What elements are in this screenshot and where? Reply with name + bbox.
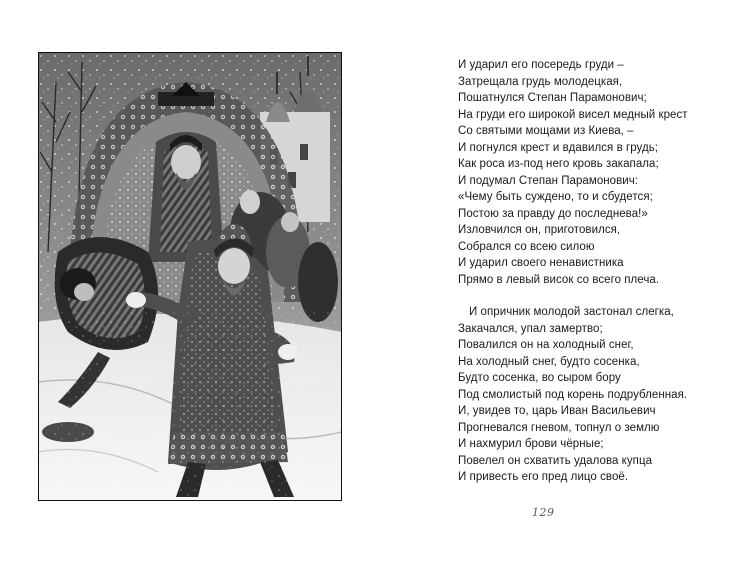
poem-line: Как роса из-под него кровь закапала;	[458, 158, 659, 170]
poem-line: Собрался со всею силою	[458, 240, 595, 253]
poem-line: И погнулся крест и вдавился в грудь;	[458, 141, 658, 154]
poem-line: Будто сосенка, во сыром бору	[458, 372, 621, 384]
poem-line: Затрещала грудь молодецкая,	[458, 75, 623, 88]
poem-line: Закачался, упал замертво;	[458, 322, 603, 335]
poem-line: Пошатнулся Степан Парамонович;	[458, 92, 647, 104]
poem-line: Под смолистый под корень подрубленная.	[458, 388, 688, 401]
illustration-svg	[38, 52, 342, 501]
poem-line: И нахмурил брови чёрные;	[458, 438, 604, 450]
poem-line: И опричник молодой застонал слегка,	[469, 306, 674, 318]
poem-line: Повалился он на холодный снег,	[458, 339, 634, 351]
poem-line: И ударил своего ненавистника	[458, 257, 624, 269]
poem-line: Прямо в левый висок со всего плеча.	[458, 273, 660, 286]
poem-line: Постою за правду до последнева!»	[458, 207, 648, 220]
poem-line: На груди его широкой висел медный крест	[458, 108, 688, 121]
page-number: 129	[532, 506, 555, 519]
poem-line: Повелел он схватить удалова купца	[458, 454, 653, 467]
poem-line: «Чему быть суждено, то и сбудется;	[458, 191, 653, 203]
poem-text	[458, 57, 738, 486]
illustration-fistfight	[38, 52, 342, 501]
poem-line: Изловчился он, приготовился,	[458, 224, 621, 236]
poem-line: Прогневался гневом, топнул о землю	[458, 421, 660, 434]
right-page	[375, 0, 750, 561]
poem-line: И привесть его пред лицо своё.	[458, 471, 629, 483]
poem-line: И ударил его посередь груди –	[458, 59, 624, 71]
poem-line: И, увидев то, царь Иван Васильевич	[458, 405, 656, 417]
poem-line: Со святыми мощами из Киева, –	[458, 125, 634, 137]
poem-line: И подумал Степан Парамонович:	[458, 174, 639, 187]
stanza-1	[458, 57, 738, 288]
stanza-2	[458, 304, 738, 486]
poem-line: На холодный снег, будто сосенка,	[458, 355, 640, 368]
